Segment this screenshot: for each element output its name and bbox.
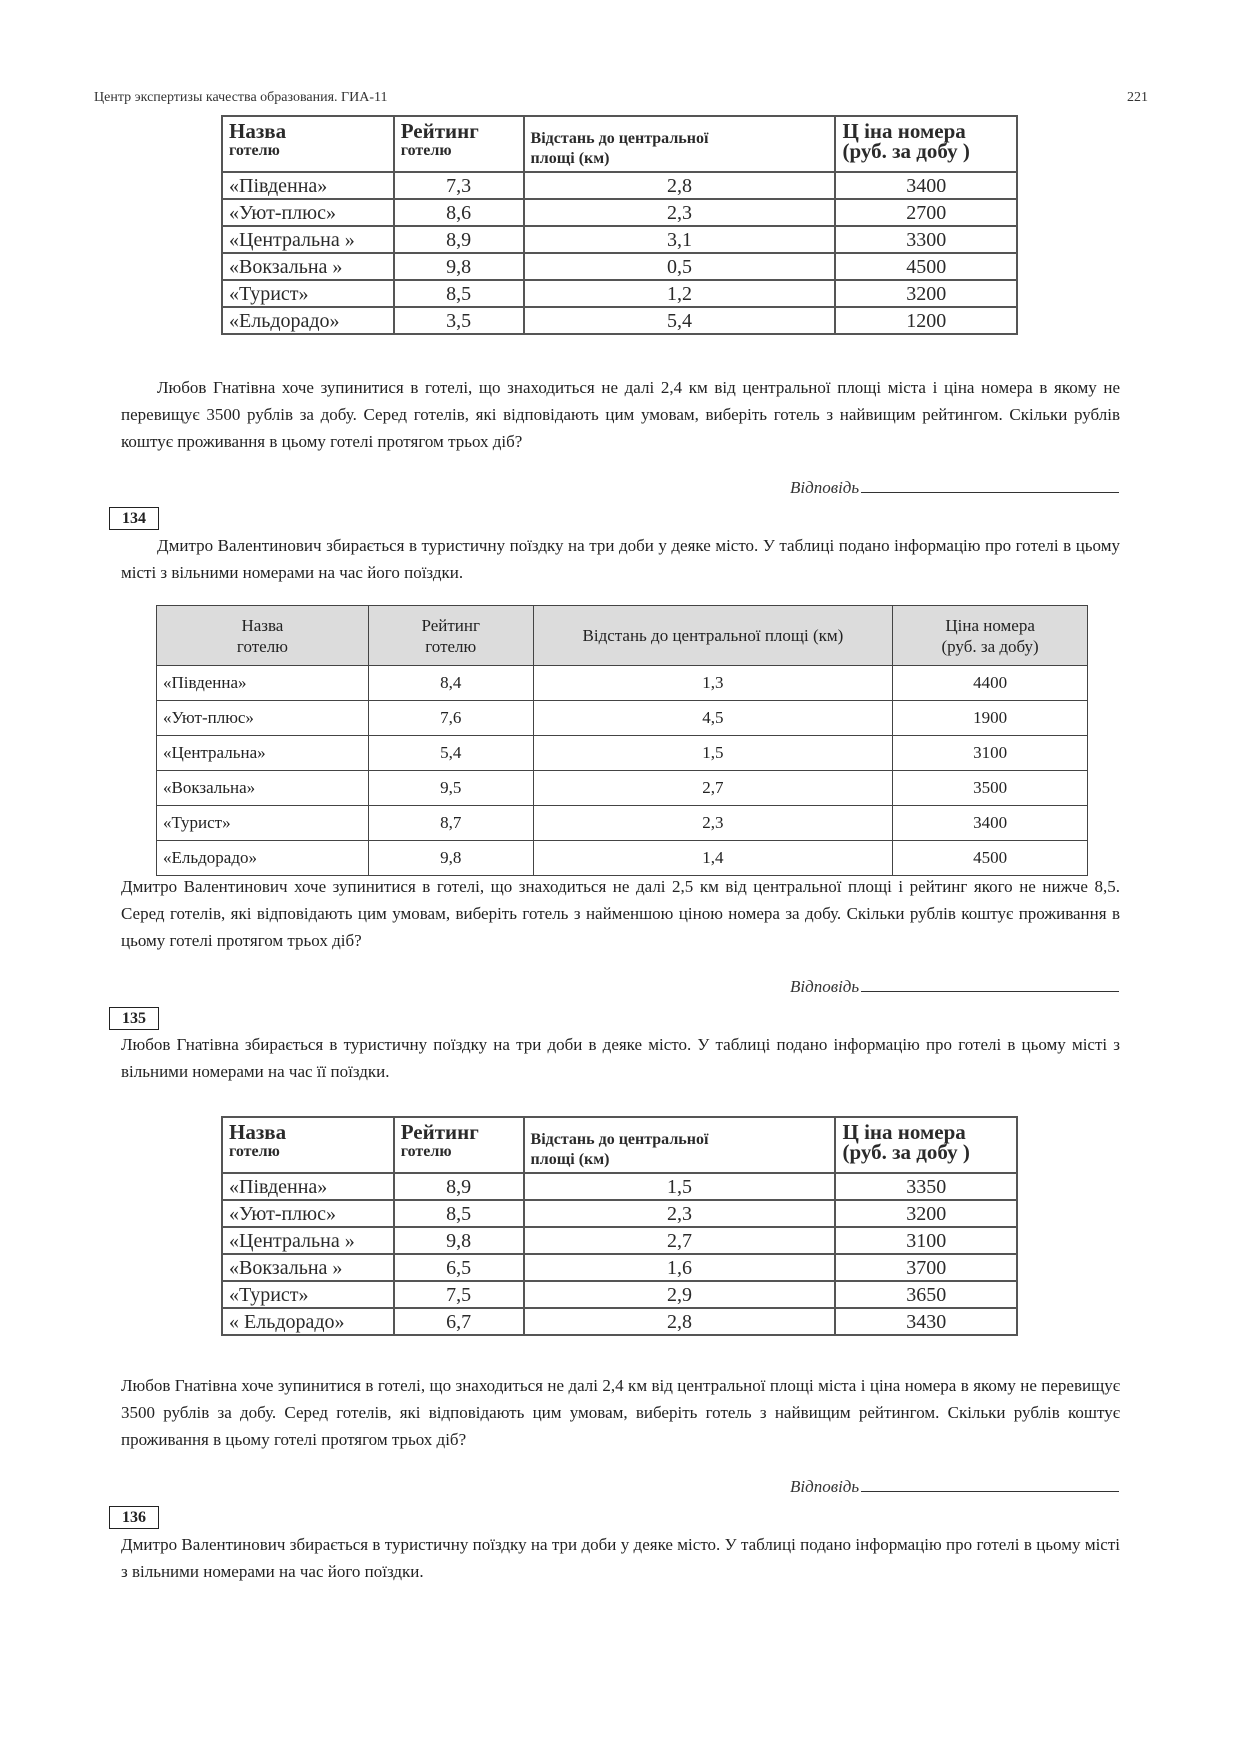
price-cell: 2700 bbox=[835, 199, 1017, 226]
price-cell: 3100 bbox=[835, 1227, 1017, 1254]
rating-cell: 8,4 bbox=[368, 666, 533, 701]
hotel-name-cell: «Турист» bbox=[157, 806, 369, 841]
table-row bbox=[222, 307, 1017, 334]
hotel-name-cell: «Турист» bbox=[222, 1281, 394, 1308]
hotel-name-cell: «Центральна » bbox=[222, 1227, 394, 1254]
hotel-name-cell: «Уют-плюс» bbox=[222, 1200, 394, 1227]
task-number-136: 136 bbox=[109, 1506, 159, 1529]
header-name: Назва готелю bbox=[222, 1117, 394, 1173]
rating-cell: 9,8 bbox=[368, 841, 533, 876]
hotel-name-cell: «Центральна » bbox=[222, 226, 394, 253]
rating-cell: 9,8 bbox=[394, 253, 524, 280]
table-row bbox=[222, 280, 1017, 307]
price-cell: 4500 bbox=[835, 253, 1017, 280]
distance-cell: 3,1 bbox=[524, 226, 836, 253]
distance-cell: 2,9 bbox=[524, 1281, 836, 1308]
task-number-134: 134 bbox=[109, 507, 159, 530]
hotel-name-cell: «Південна» bbox=[157, 666, 369, 701]
answer-133: Відповідь bbox=[790, 474, 1119, 498]
table-row bbox=[222, 226, 1017, 253]
header-rating: Рейтинг готелю bbox=[394, 1117, 524, 1173]
header-rating: Рейтинг готелю bbox=[394, 116, 524, 172]
price-cell: 3350 bbox=[835, 1173, 1017, 1200]
hotel-table-1 bbox=[221, 115, 1018, 335]
header-distance: Відстань до центральної площі (км) bbox=[533, 606, 893, 666]
header-price: Ціна номера (руб. за добу) bbox=[893, 606, 1088, 666]
task-135-text: Любов Гнатівна хоче зупинитися в готелі, що знаходиться не далі 2,4 км від центральної площі міста і ціна номера в якому не перевищує 3500 рублів за добу. Серед готелів, які відповідають цим умовам, виберіть готель з найвищим рейтингом. Скільки рублів коштує проживання в цьому готелі протягом трьох діб? bbox=[121, 1376, 1120, 1449]
table-row bbox=[157, 841, 1088, 876]
table-row bbox=[222, 253, 1017, 280]
hotel-name-cell: «Уют-плюс» bbox=[157, 701, 369, 736]
distance-cell: 1,2 bbox=[524, 280, 836, 307]
rating-cell: 8,9 bbox=[394, 226, 524, 253]
price-cell: 3200 bbox=[835, 280, 1017, 307]
table-header-row bbox=[157, 606, 1088, 666]
rating-cell: 5,4 bbox=[368, 736, 533, 771]
table-row bbox=[222, 1254, 1017, 1281]
price-cell: 4500 bbox=[893, 841, 1088, 876]
distance-cell: 1,3 bbox=[533, 666, 893, 701]
price-cell: 3500 bbox=[893, 771, 1088, 806]
table-row bbox=[157, 806, 1088, 841]
rating-cell: 6,5 bbox=[394, 1254, 524, 1281]
price-cell: 3400 bbox=[893, 806, 1088, 841]
rating-cell: 8,6 bbox=[394, 199, 524, 226]
table-row bbox=[222, 199, 1017, 226]
hotel-table-135 bbox=[221, 1116, 1018, 1336]
hotel-name-cell: «Турист» bbox=[222, 280, 394, 307]
table-row bbox=[157, 701, 1088, 736]
distance-cell: 2,3 bbox=[533, 806, 893, 841]
task-134-text: Дмитро Валентинович хоче зупинитися в готелі, що знаходиться не далі 2,5 км від центральної площі і рейтинг якого не нижче 8,5. Серед готелів, які відповідають цим умовам, виберіть готель з найменшою ціною номера за добу. Скільки рублів коштує проживання в цьому готелі протягом трьох діб? bbox=[121, 877, 1120, 950]
table-row bbox=[157, 666, 1088, 701]
distance-cell: 2,7 bbox=[533, 771, 893, 806]
rating-cell: 9,5 bbox=[368, 771, 533, 806]
hotel-name-cell: «Південна» bbox=[222, 172, 394, 199]
task-134-intro: Дмитро Валентинович збирається в туристичну поїздку на три доби у деяке місто. У таблиці подано інформацію про готелі в цьому місті з вільними номерами на час його поїздки. bbox=[121, 536, 1120, 582]
page-number: 221 bbox=[1127, 90, 1148, 105]
header-name: Назва готелю bbox=[222, 116, 394, 172]
rating-cell: 8,9 bbox=[394, 1173, 524, 1200]
price-cell: 3700 bbox=[835, 1254, 1017, 1281]
distance-cell: 1,4 bbox=[533, 841, 893, 876]
price-cell: 3200 bbox=[835, 1200, 1017, 1227]
distance-cell: 1,6 bbox=[524, 1254, 836, 1281]
price-cell: 1900 bbox=[893, 701, 1088, 736]
price-cell: 3300 bbox=[835, 226, 1017, 253]
hotel-name-cell: «Ельдорадо» bbox=[222, 307, 394, 334]
hotel-name-cell: «Центральна» bbox=[157, 736, 369, 771]
table-row bbox=[222, 1173, 1017, 1200]
distance-cell: 2,8 bbox=[524, 172, 836, 199]
task-133-text: Любов Гнатівна хоче зупинитися в готелі, що знаходиться не далі 2,4 км від центральної площі міста і ціна номера в якому не перевищує 3500 рублів за добу. Серед готелів, які відповідають цим умовам, виберіть готель з найвищим рейтингом. Скільки рублів коштує проживання в цьому готелі протягом трьох діб? bbox=[121, 378, 1120, 451]
header-price: Ц іна номера (руб. за добу ) bbox=[835, 1117, 1017, 1173]
header-name: Назва готелю bbox=[157, 606, 369, 666]
task-number-135: 135 bbox=[109, 1007, 159, 1030]
rating-cell: 8,5 bbox=[394, 280, 524, 307]
task-136-intro: Дмитро Валентинович збирається в туристичну поїздку на три доби у деяке місто. У таблиці подано інформацію про готелі в цьому місті з вільними номерами на час його поїздки. bbox=[121, 1535, 1120, 1581]
answer-135: Відповідь bbox=[790, 1473, 1119, 1497]
hotel-name-cell: «Ельдорадо» bbox=[157, 841, 369, 876]
distance-cell: 1,5 bbox=[524, 1173, 836, 1200]
price-cell: 3430 bbox=[835, 1308, 1017, 1335]
rating-cell: 8,5 bbox=[394, 1200, 524, 1227]
answer-line[interactable] bbox=[861, 1473, 1119, 1492]
rating-cell: 9,8 bbox=[394, 1227, 524, 1254]
distance-cell: 2,8 bbox=[524, 1308, 836, 1335]
table-row bbox=[222, 1308, 1017, 1335]
price-cell: 4400 bbox=[893, 666, 1088, 701]
header-rating: Рейтинг готелю bbox=[368, 606, 533, 666]
hotel-name-cell: «Вокзальна» bbox=[157, 771, 369, 806]
header-price: Ц іна номера (руб. за добу ) bbox=[835, 116, 1017, 172]
rating-cell: 3,5 bbox=[394, 307, 524, 334]
table-row bbox=[222, 1281, 1017, 1308]
distance-cell: 1,5 bbox=[533, 736, 893, 771]
price-cell: 1200 bbox=[835, 307, 1017, 334]
answer-line[interactable] bbox=[861, 474, 1119, 493]
hotel-name-cell: «Південна» bbox=[222, 1173, 394, 1200]
hotel-name-cell: «Вокзальна » bbox=[222, 253, 394, 280]
distance-cell: 4,5 bbox=[533, 701, 893, 736]
price-cell: 3650 bbox=[835, 1281, 1017, 1308]
hotel-name-cell: «Уют-плюс» bbox=[222, 199, 394, 226]
table-row bbox=[222, 1227, 1017, 1254]
rating-cell: 6,7 bbox=[394, 1308, 524, 1335]
hotel-name-cell: «Вокзальна » bbox=[222, 1254, 394, 1281]
answer-line[interactable] bbox=[861, 973, 1119, 992]
rating-cell: 7,6 bbox=[368, 701, 533, 736]
distance-cell: 2,7 bbox=[524, 1227, 836, 1254]
table-row bbox=[222, 172, 1017, 199]
table-row bbox=[157, 736, 1088, 771]
table-header-row bbox=[222, 1117, 1017, 1173]
rating-cell: 8,7 bbox=[368, 806, 533, 841]
table-header-row bbox=[222, 116, 1017, 172]
hotel-name-cell: « Ельдорадо» bbox=[222, 1308, 394, 1335]
table-row bbox=[157, 771, 1088, 806]
answer-134: Відповідь bbox=[790, 973, 1119, 997]
rating-cell: 7,3 bbox=[394, 172, 524, 199]
header-distance: Відстань до центральної площі (км) bbox=[524, 116, 836, 172]
table-row bbox=[222, 1200, 1017, 1227]
price-cell: 3100 bbox=[893, 736, 1088, 771]
hotel-table-134 bbox=[156, 605, 1088, 876]
distance-cell: 0,5 bbox=[524, 253, 836, 280]
header-distance: Відстань до центральної площі (км) bbox=[524, 1117, 836, 1173]
distance-cell: 5,4 bbox=[524, 307, 836, 334]
running-header: Центр экспертизы качества образования. ГИА-11 bbox=[94, 90, 388, 105]
distance-cell: 2,3 bbox=[524, 199, 836, 226]
rating-cell: 7,5 bbox=[394, 1281, 524, 1308]
distance-cell: 2,3 bbox=[524, 1200, 836, 1227]
task-135-intro: Любов Гнатівна збирається в туристичну поїздку на три доби в деяке місто. У таблиці подано інформацію про готелі в цьому місті з вільними номерами на час її поїздки. bbox=[121, 1035, 1120, 1081]
price-cell: 3400 bbox=[835, 172, 1017, 199]
